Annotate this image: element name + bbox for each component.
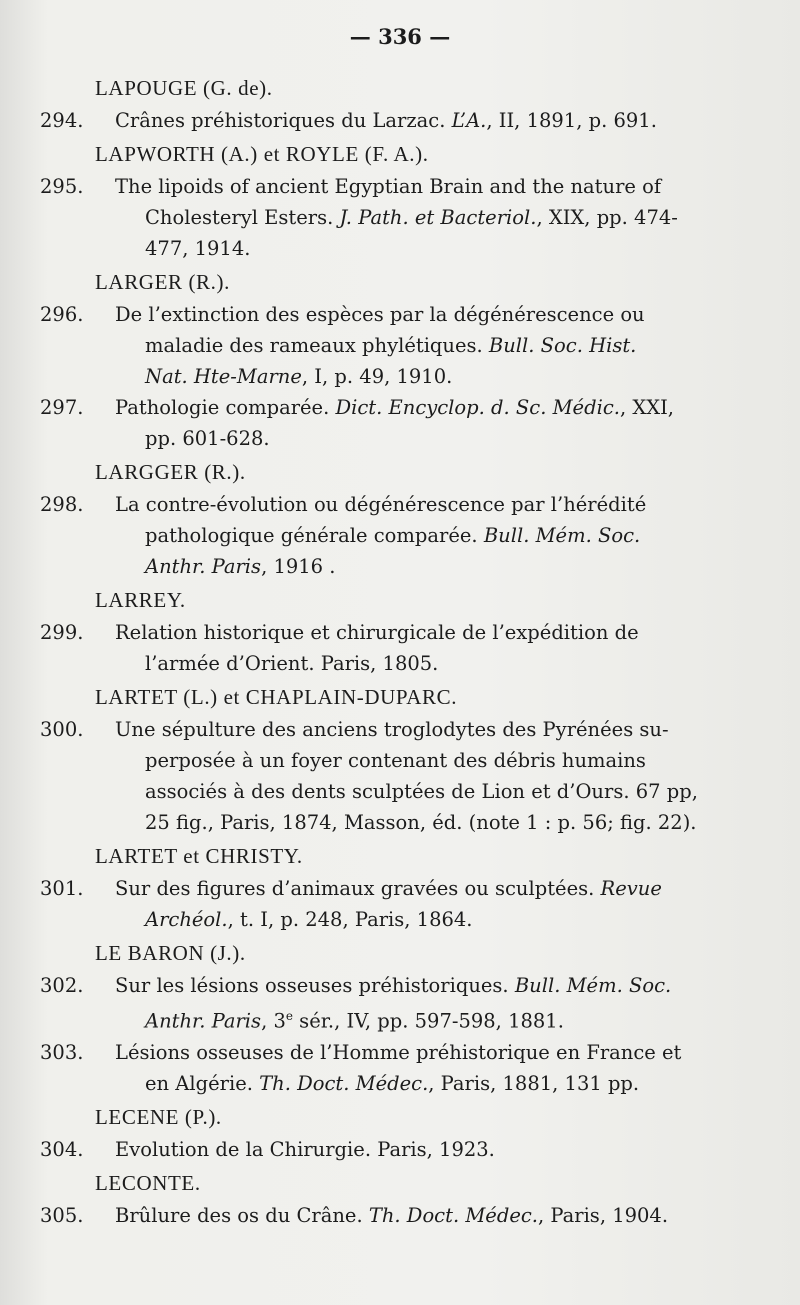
author-heading: LAPWORTH (A.) et ROYLE (F. A.). xyxy=(95,142,429,166)
bibliography-entry xyxy=(40,617,760,679)
entry-line: Anthr. Paris, 3e sér., IV, pp. 597-598, 1881. xyxy=(145,1009,564,1033)
entry-line: associés à des dents sculptées de Lion et d’Ours. 67 pp, xyxy=(145,780,698,803)
entry-line: Archéol., t. I, p. 248, Paris, 1864. xyxy=(145,908,473,931)
entry-line: pp. 601-628. xyxy=(145,427,270,450)
author-heading: LAPOUGE (G. de). xyxy=(95,76,273,100)
bibliography-entry xyxy=(40,105,760,136)
entry-line: Relation historique et chirurgicale de l’expédition de xyxy=(115,621,639,644)
entry-line: Anthr. Paris, 1916 . xyxy=(145,555,336,578)
bibliography-list xyxy=(40,70,760,1231)
entry-line: La contre-évolution ou dégénérescence par l’hérédité xyxy=(115,493,647,516)
entry-text xyxy=(115,1200,760,1231)
entry-text xyxy=(115,970,760,1037)
entry-number: 303. xyxy=(40,1040,84,1064)
author-heading: LECENE (P.). xyxy=(95,1104,222,1129)
entry-text xyxy=(115,1134,760,1165)
entry-number: 302. xyxy=(40,974,84,997)
entry-line: perposée à un foyer contenant des débris humains xyxy=(145,749,646,772)
entry-text xyxy=(115,714,760,838)
entry-line: Lésions osseuses de l’Homme préhistorique en France et xyxy=(115,1040,682,1064)
entry-line: Cholesteryl Esters. J. Path. et Bacteriol., XIX, pp. 474- xyxy=(145,206,678,229)
author-heading: LARREY. xyxy=(95,588,186,612)
entry-text xyxy=(115,873,760,935)
bibliography-entry xyxy=(40,171,760,264)
entry-line: The lipoids of ancient Egyptian Brain and the nature of xyxy=(115,175,662,198)
bibliography-entry xyxy=(40,1134,760,1165)
author-heading: LARTET (L.) et CHAPLAIN-DUPARC. xyxy=(95,685,458,709)
author-heading: LARGGER (R.). xyxy=(95,460,246,484)
entry-text xyxy=(115,1037,760,1099)
entry-number: 296. xyxy=(40,303,84,326)
author-heading: LE BARON (J.). xyxy=(95,941,246,965)
bibliography-entry xyxy=(40,873,760,935)
entry-number: 304. xyxy=(40,1137,84,1161)
entry-number: 297. xyxy=(40,396,84,419)
bibliography-entry xyxy=(40,970,760,1037)
entry-line: maladie des rameaux phylétiques. Bull. Soc. Hist. xyxy=(145,334,637,357)
entry-text xyxy=(115,489,760,582)
entry-line: pathologique générale comparée. Bull. Mém. Soc. xyxy=(145,524,641,547)
entry-number: 299. xyxy=(40,621,84,644)
entry-line: Sur des figures d’animaux gravées ou sculptées. Revue xyxy=(115,877,662,900)
entry-line: Pathologie comparée. Dict. Encyclop. d. Sc. Médic., XXI, xyxy=(115,396,675,419)
entry-text xyxy=(115,171,760,264)
author-heading: LARGER (R.). xyxy=(95,270,230,294)
bibliography-entry xyxy=(40,489,760,582)
entry-text xyxy=(115,299,760,392)
entry-line: 477, 1914. xyxy=(145,237,251,260)
entry-number: 294. xyxy=(40,109,84,132)
bibliography-entry xyxy=(40,299,760,392)
entry-text xyxy=(115,392,760,454)
entry-text xyxy=(115,617,760,679)
entry-line: Une sépulture des anciens troglodytes des Pyrénées su- xyxy=(115,718,669,741)
entry-line: en Algérie. Th. Doct. Médec., Paris, 1881, 131 pp. xyxy=(145,1071,640,1095)
author-heading: LECONTE. xyxy=(95,1170,201,1195)
entry-line: 25 fig., Paris, 1874, Masson, éd. (note 1 : p. 56; fig. 22). xyxy=(145,811,697,834)
bibliography-entry xyxy=(40,1037,760,1099)
entry-number: 301. xyxy=(40,877,84,900)
entry-line: Nat. Hte-Marne, I, p. 49, 1910. xyxy=(145,365,453,388)
bibliography-entry xyxy=(40,392,760,454)
entry-line: Brûlure des os du Crâne. Th. Doct. Médec., Paris, 1904. xyxy=(115,1203,669,1227)
author-heading: LARTET et CHRISTY. xyxy=(95,844,303,868)
entry-line: Sur les lésions osseuses préhistoriques. Bull. Mém. Soc. xyxy=(115,974,672,997)
entry-number: 298. xyxy=(40,493,84,516)
bibliography-entry xyxy=(40,1200,760,1231)
page-number: — 336 — xyxy=(349,24,451,49)
entry-line: l’armée d’Orient. Paris, 1805. xyxy=(145,652,439,675)
bibliography-entry xyxy=(40,714,760,838)
entry-line: Crânes préhistoriques du Larzac. L’A., II, 1891, p. 691. xyxy=(115,109,657,132)
entry-number: 300. xyxy=(40,718,84,741)
entry-number: 295. xyxy=(40,175,84,198)
entry-number: 305. xyxy=(40,1203,84,1227)
entry-line: Evolution de la Chirurgie. Paris, 1923. xyxy=(115,1137,495,1161)
entry-line: De l’extinction des espèces par la dégénérescence ou xyxy=(115,303,645,326)
entry-text xyxy=(115,105,760,136)
